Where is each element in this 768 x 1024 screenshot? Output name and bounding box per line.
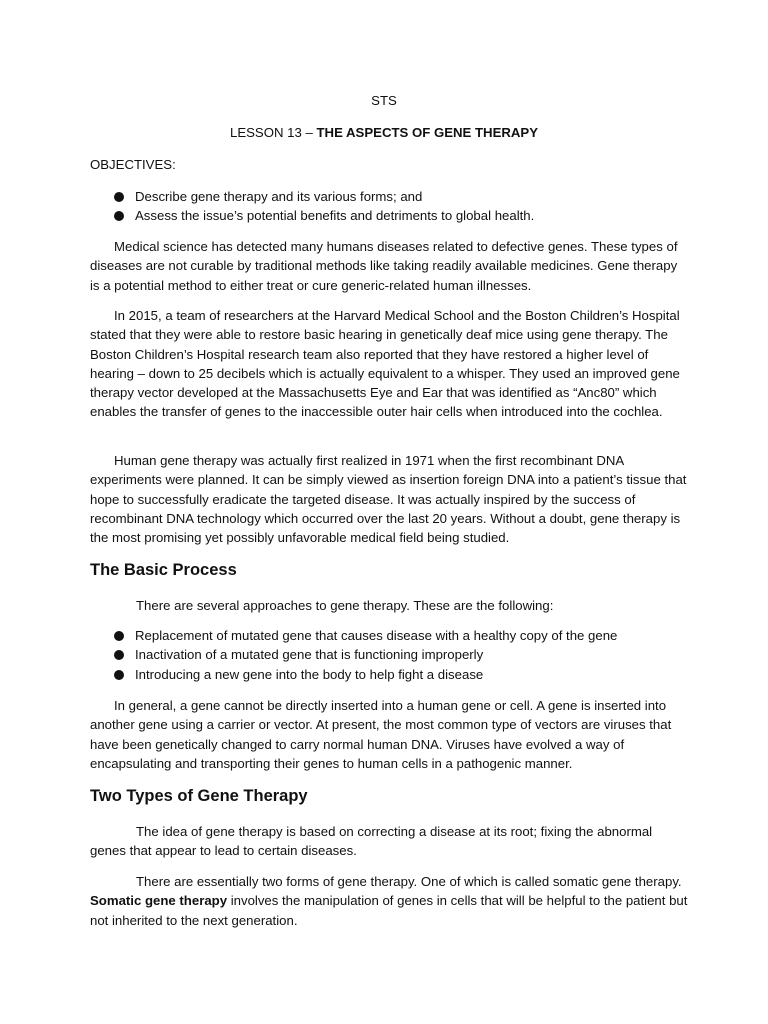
paragraph-vectors: In general, a gene cannot be directly inserted into a human gene or cell. A gene is inserted into another gene using a carrier or vector. At present, the most common type of vectors are viruses that have been genetically changed to carry normal human DNA. Viruses have evolved a way of encapsulating and transporting their genes to human cells in a pathogenic manner. [90,698,672,771]
list-item: Inactivation of a mutated gene that is functioning improperly [90,645,617,664]
list-item: Introducing a new gene into the body to help fight a disease [90,665,617,684]
paragraph-intro: Medical science has detected many humans diseases related to defective genes. These types of diseases are not curable by traditional methods like taking readily available medicines. Gene therapy is a potential method to either treat or cure generic-related human illnesses. [90,239,678,293]
bullet-icon [114,192,124,202]
bullet-icon [114,211,124,221]
lesson-prefix: LESSON 13 – [229,125,317,140]
objectives-list [90,187,534,226]
lesson-name: THE ASPECTS OF GENE THERAPY [316,125,539,140]
section-heading-basic-process: The Basic Process [90,561,237,579]
list-item: Describe gene therapy and its various forms; and [90,187,534,206]
somatic-term: Somatic gene therapy [90,893,228,909]
paragraph-approaches-intro: There are several approaches to gene therapy. These are the following: [136,598,554,613]
paragraph-somatic: There are essentially two forms of gene therapy. One of which is called somatic gene therapy. Somatic gene therapy involves the manipulation of genes in cells that will be helpful to the patient but not inherited to the next generation. [90,874,688,928]
paragraph-history: Human gene therapy was actually first realized in 1971 when the first recombinant DNA experiments were planned. It can be simply viewed as insertion foreign DNA into a patient’s tissue that hope to successfully eradicate the targeted disease. It was actually inspired by the success of recombinant DNA technology which occurred over the last 20 years. Without a doubt, gene therapy is the most promising yet possibly unfavorable medical field being studied. [90,453,687,546]
course-title: STS [371,93,397,108]
bullet-icon [114,650,124,660]
paragraph-2015-research: In 2015, a team of researchers at the Harvard Medical School and the Boston Children’s Hospital stated that they were able to restore basic hearing in genetically deaf mice using gene therapy. The Boston Children’s Hospital research team also reported that they have restored a higher level of hearing – down to 25 decibels which is actually equivalent to a whisper. They used an improved gene therapy vector developed at the Massachusetts Eye and Ear that was identified as “Anc80” which enables the transfer of genes to the inaccessible outer hair cells when introduced into the cochlea. [90,308,680,420]
paragraph-gene-therapy-idea: The idea of gene therapy is based on correcting a disease at its root; fixing the abnormal genes that appear to lead to certain diseases. [90,824,653,859]
bullet-icon [114,670,124,680]
list-item: Replacement of mutated gene that causes disease with a healthy copy of the gene [90,626,617,645]
section-heading-two-types: Two Types of Gene Therapy [90,787,308,805]
approaches-list [90,626,617,684]
list-item: Assess the issue’s potential benefits and detriments to global health. [90,206,534,225]
lesson-title [0,125,768,140]
objectives-label: OBJECTIVES: [90,157,176,172]
bullet-icon [114,631,124,641]
